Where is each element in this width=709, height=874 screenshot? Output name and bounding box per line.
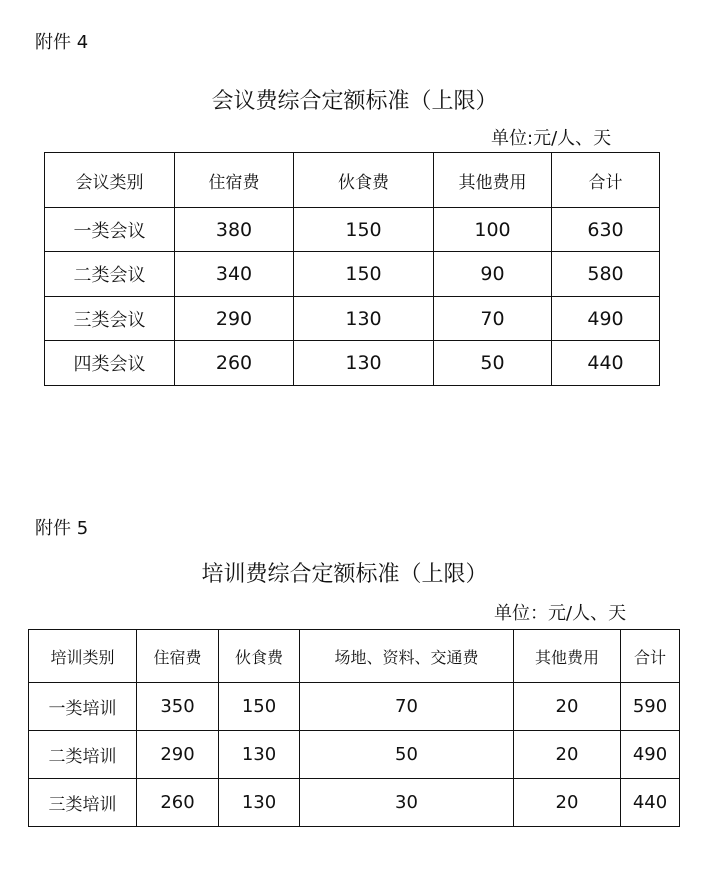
header-cell: 其他费用 <box>434 153 552 208</box>
header-cell: 培训类别 <box>29 630 137 683</box>
header-cell: 会议类别 <box>45 153 175 208</box>
annex5-unit-note: 单位：元/人、天 <box>494 603 627 624</box>
cell-value: 380 <box>175 208 294 252</box>
table-row <box>45 252 660 297</box>
cell-value: 150 <box>294 252 434 297</box>
header-cell: 场地、资料、交通费 <box>300 630 514 683</box>
table-row <box>29 683 680 731</box>
cell-value: 50 <box>300 731 514 779</box>
header-cell: 合计 <box>621 630 680 683</box>
cell-total: 630 <box>552 208 660 252</box>
cell-total: 440 <box>552 341 660 386</box>
cell-total: 590 <box>621 683 680 731</box>
cell-value: 20 <box>514 731 621 779</box>
row-category: 四类会议 <box>45 341 175 386</box>
meeting-fee-table <box>44 152 660 386</box>
training-fee-table <box>28 629 680 827</box>
cell-value: 130 <box>219 731 300 779</box>
cell-value: 90 <box>434 252 552 297</box>
annex4-label: 附件 4 <box>35 32 89 53</box>
cell-value: 350 <box>137 683 219 731</box>
table-header-row <box>45 153 660 208</box>
cell-value: 260 <box>175 341 294 386</box>
cell-value: 290 <box>137 731 219 779</box>
table-row <box>45 341 660 386</box>
header-cell: 住宿费 <box>175 153 294 208</box>
header-cell: 其他费用 <box>514 630 621 683</box>
header-cell: 住宿费 <box>137 630 219 683</box>
row-category: 二类会议 <box>45 252 175 297</box>
cell-value: 50 <box>434 341 552 386</box>
cell-total: 440 <box>621 779 680 827</box>
table-row <box>45 208 660 252</box>
row-category: 一类会议 <box>45 208 175 252</box>
cell-value: 100 <box>434 208 552 252</box>
cell-value: 130 <box>219 779 300 827</box>
row-category: 二类培训 <box>29 731 137 779</box>
annex4-title: 会议费综合定额标准（上限） <box>211 89 498 114</box>
row-category: 三类会议 <box>45 297 175 341</box>
cell-value: 340 <box>175 252 294 297</box>
row-category: 一类培训 <box>29 683 137 731</box>
cell-value: 20 <box>514 683 621 731</box>
row-category: 三类培训 <box>29 779 137 827</box>
cell-value: 150 <box>294 208 434 252</box>
cell-value: 70 <box>434 297 552 341</box>
cell-total: 490 <box>621 731 680 779</box>
cell-value: 130 <box>294 341 434 386</box>
header-cell: 伙食费 <box>219 630 300 683</box>
cell-value: 130 <box>294 297 434 341</box>
table-row <box>45 297 660 341</box>
table-header-row <box>29 630 680 683</box>
cell-value: 150 <box>219 683 300 731</box>
annex5-title: 培训费综合定额标准（上限） <box>201 562 488 587</box>
table-row <box>29 731 680 779</box>
header-cell: 伙食费 <box>294 153 434 208</box>
annex4-unit-note: 单位:元/人、天 <box>491 128 612 149</box>
cell-value: 70 <box>300 683 514 731</box>
cell-total: 490 <box>552 297 660 341</box>
cell-value: 290 <box>175 297 294 341</box>
annex5-label: 附件 5 <box>35 518 89 539</box>
cell-total: 580 <box>552 252 660 297</box>
cell-value: 20 <box>514 779 621 827</box>
cell-value: 30 <box>300 779 514 827</box>
cell-value: 260 <box>137 779 219 827</box>
header-cell: 合计 <box>552 153 660 208</box>
table-row <box>29 779 680 827</box>
